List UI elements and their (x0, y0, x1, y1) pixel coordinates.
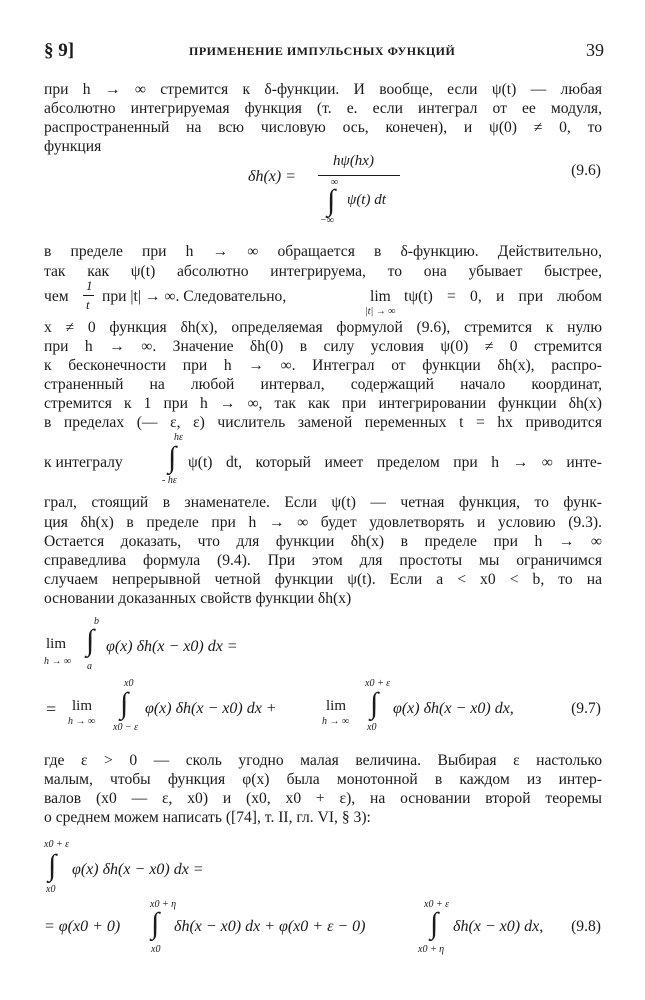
integral-sign: ∫ (370, 687, 379, 720)
text-line: ция δh(x) в пределе при h → ∞ будет удовлетворять и условию (9.3). (44, 514, 602, 531)
integral-sign: ∫ (120, 687, 129, 720)
running-title: ПРИМЕНЕНИЕ ИМПУЛЬСНЫХ ФУНКЦИЙ (189, 44, 456, 58)
fraction-bar (83, 295, 94, 296)
running-header (44, 40, 604, 64)
text-line: основании доказанных свойств функции δh(x) (44, 590, 352, 607)
eq96-tag: (9.6) (571, 162, 601, 179)
text-fragment: tψ(t) = 0, и при любом (404, 288, 602, 305)
integral-upper-limit: x0 + ε (424, 899, 450, 910)
limit-operator: lim (72, 698, 93, 714)
section-number: § 9] (44, 40, 75, 61)
limit-operator: lim (326, 698, 347, 714)
integral-lower-limit: x0 + η (418, 944, 445, 955)
text-fragment: ψ(t) dt, который имеет пределом при h → ∞ инте- (188, 454, 602, 471)
integral-sign: ∫ (327, 184, 336, 217)
text-line: к бесконечности при h → ∞. Интеграл от функции δh(x), распро- (44, 357, 602, 374)
text-line: стремится к 1 при h → ∞, так как при интегрировании функции δh(x) (44, 395, 602, 412)
integral-upper-limit: x0 + η (150, 899, 177, 910)
limit-subscript: h → ∞ (44, 656, 72, 667)
integral-lower-limit: x0 (46, 884, 56, 895)
text-line: абсолютно интегрируемая функция (т. е. если интеграл от ее модуля, (44, 100, 602, 117)
text-line: x ≠ 0 функция δh(x), определяемая формулой (9.6), стремится к нулю (44, 319, 602, 336)
integral-sign: ∫ (168, 441, 177, 474)
eq98-tag: (9.8) (571, 918, 601, 935)
equation-body: φ(x) δh(x − x0) dx, (393, 700, 514, 717)
integral-lower-limit: - hε (162, 475, 177, 486)
integral-upper-limit: b (94, 616, 99, 627)
eq96-lhs: δh(x) = (248, 168, 296, 185)
text-fragment: чем (44, 288, 69, 305)
text-line: валов (x0 — ε, x0) и (x0, x0 + ε), на основании второй теоремы (44, 790, 602, 807)
integral-upper-limit: x0 + ε (365, 678, 391, 689)
text-line: случаем непрерывной четной функции ψ(t). Если a < x0 < b, то на (44, 571, 602, 588)
text-line: так как ψ(t) абсолютно интегрируема, то она убывает быстрее, (44, 263, 602, 280)
integral-lower-limit: x0 (151, 944, 161, 955)
fraction-denominator: t (86, 297, 90, 312)
integral-lower-limit: a (87, 661, 92, 672)
integral-lower-limit: x0 − ε (113, 722, 139, 733)
equation-body: δh(x − x0) dx + φ(x0 + ε − 0) (174, 918, 366, 935)
text-line: малым, чтобы функция φ(x) была монотонной в каждом из интер- (44, 771, 602, 788)
equation-body: δh(x − x0) dx, (453, 918, 544, 935)
text-line: страненный на любой интервал, содержащий начало координат, (44, 376, 602, 393)
text-line: грал, стоящий в знаменателе. Если ψ(t) — четная функция, то функ- (44, 494, 602, 511)
text-fragment: при |t| → ∞. Следовательно, (102, 288, 287, 305)
text-line: в пределе при h → ∞ обращается в δ-функцию. Действительно, (44, 243, 602, 260)
text-line: распространенный на всю числовую ось, конечен), и ψ(0) ≠ 0, то (44, 119, 602, 136)
equation-body: φ(x) δh(x − x0) dx + (145, 700, 277, 717)
eq96-fraction-bar (318, 175, 400, 176)
limit-subscript: h → ∞ (68, 716, 96, 727)
page-number: 39 (586, 40, 604, 60)
text-line: функция (44, 138, 102, 155)
integral-upper-limit: hε (174, 432, 183, 443)
eq96-lower-limit: −∞ (320, 215, 334, 226)
eq96-numerator: hψ(hx) (333, 153, 374, 169)
equation-body: φ(x) δh(x − x0) dx = (106, 638, 238, 655)
text-line: о среднем можем написать ([74], т. II, гл. VI, § 3): (44, 809, 371, 826)
eq97-tag: (9.7) (571, 700, 601, 717)
eq96-denominator: ψ(t) dt (347, 192, 386, 208)
integral-upper-limit: x0 (124, 678, 134, 689)
text-line: справедлива формула (9.4). При этом для простоты мы ограничимся (44, 552, 602, 569)
equals-sign: = (46, 699, 57, 719)
integral-sign: ∫ (151, 907, 160, 940)
text-line: при h → ∞ стремится к δ-функции. И вообще, если ψ(t) — любая (44, 81, 602, 98)
equation-body: = φ(x0 + 0) (44, 918, 121, 935)
text-line: в пределах (— ε, ε) числитель заменой переменных t = hx приводится (44, 414, 602, 431)
limit-operator: lim (370, 288, 391, 305)
text-fragment: к интегралу (44, 454, 123, 471)
integral-sign: ∫ (86, 624, 95, 657)
limit-operator: lim (46, 636, 67, 652)
fraction-numerator: 1 (86, 278, 93, 293)
text-line: Остается доказать, что для функции δh(x) в пределе при h → ∞ (44, 533, 602, 550)
limit-subscript: |t| → ∞ (365, 306, 396, 317)
text-line: при h → ∞. Значение δh(0) в силу условия ψ(0) ≠ 0 стремится (44, 338, 602, 355)
integral-sign: ∫ (430, 907, 439, 940)
limit-subscript: h → ∞ (322, 716, 350, 727)
eq96-upper-limit: ∞ (331, 177, 339, 188)
integral-upper-limit: x0 + ε (44, 839, 70, 850)
equation-body: φ(x) δh(x − x0) dx = (72, 861, 204, 878)
integral-sign: ∫ (48, 849, 57, 882)
integral-lower-limit: x0 (367, 722, 377, 733)
text-line: где ε > 0 — сколь угодно малая величина. Выбирая ε настолько (44, 752, 602, 769)
